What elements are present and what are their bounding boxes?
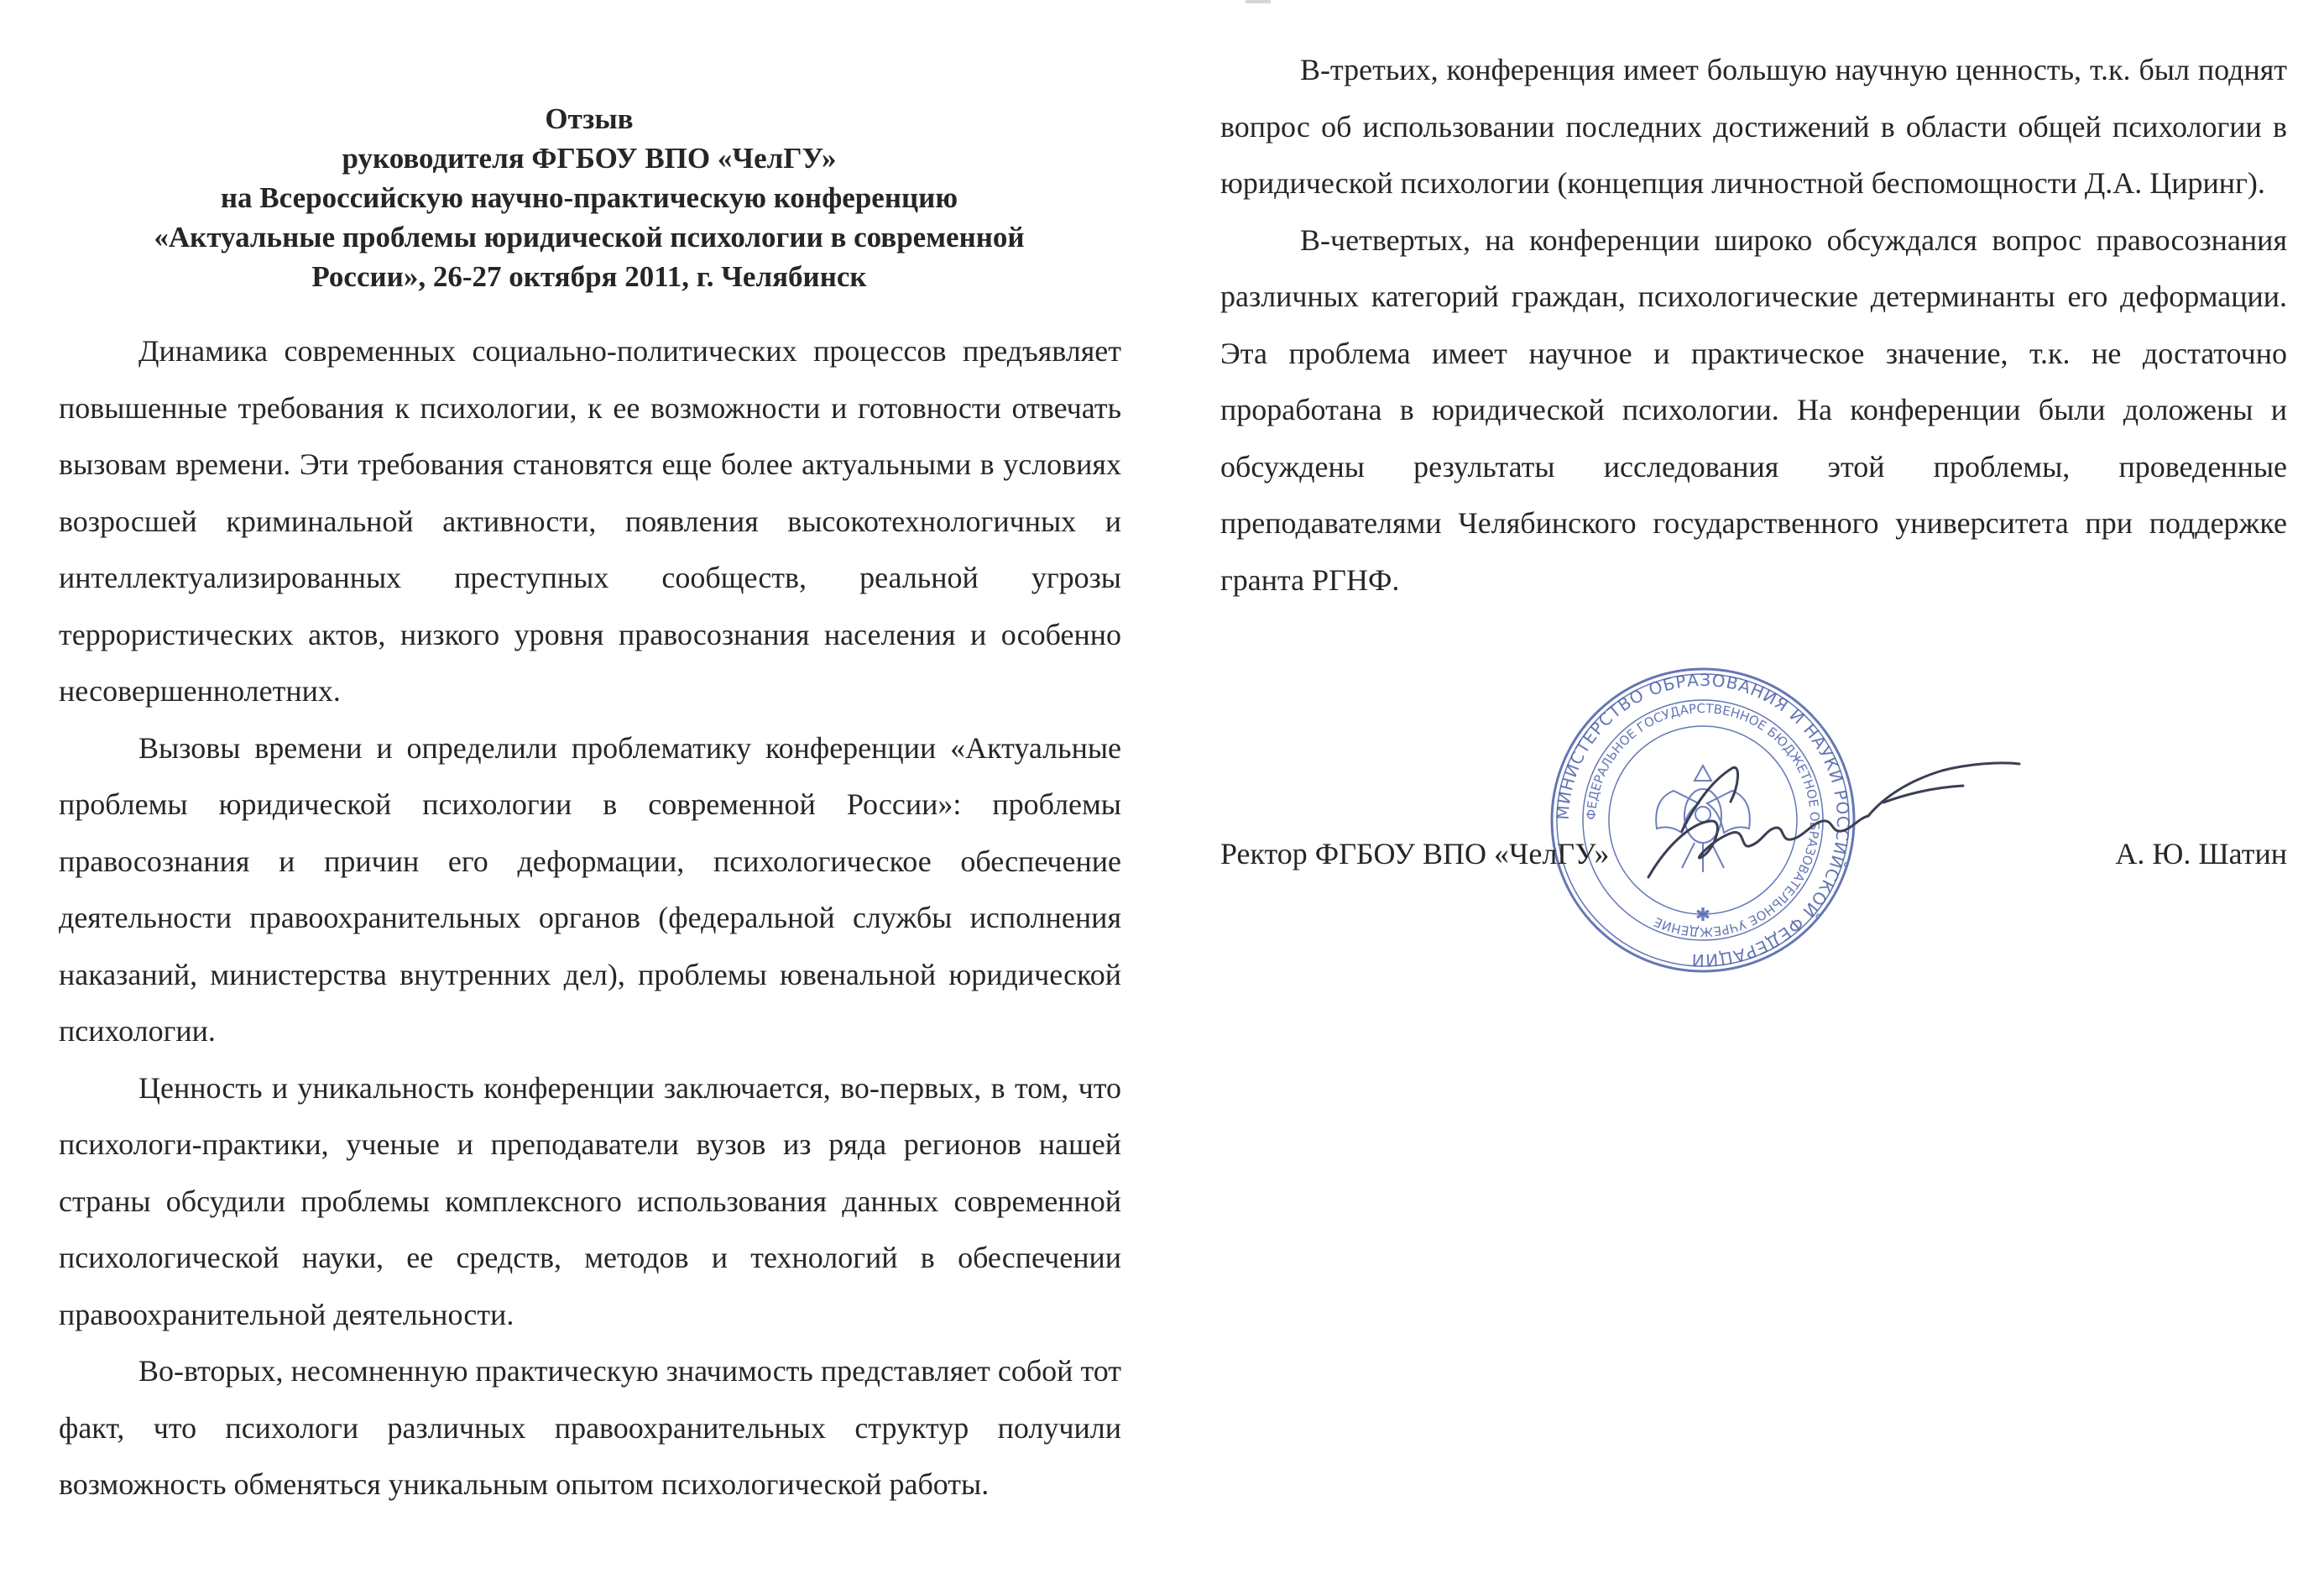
heading-conference-date: России», 26-27 октября 2011, г. Челябинск (311, 260, 867, 293)
handwritten-signature (1632, 722, 2026, 890)
scan-artifact (1246, 0, 1271, 3)
right-page (1162, 0, 2324, 1579)
stamp-outer-text: МИНИСТЕРСТВО ОБРАЗОВАНИЯ И НАУКИ РОССИЙСКОЙ ФЕДЕРАЦИИ (1552, 669, 1854, 971)
heading-conference-name: «Актуальные проблемы юридической психологии в современной (154, 221, 1025, 254)
document-heading (59, 99, 1120, 296)
paragraph: Динамика современных социально-политических процессов предъявляет повышенные требования к психологии, к ее возможности и готовности отвечать вызовам времени. Эти требования становятся еще более актуальными в условиях возросшей криминальной активности, появления высокотехнологичных и интеллектуализированных преступных сообществ, реальной угрозы террористических актов, низкого уровня правосознания населения и особенно несовершеннолетних. (59, 334, 1121, 708)
heading-author: руководителя ФГБОУ ВПО «ЧелГУ» (342, 142, 837, 175)
signer-name: А. Ю. Шатин (2115, 837, 2287, 871)
right-body-text (1220, 42, 2287, 609)
paragraph: Во-вторых, несомненную практическую значимость представляет собой тот факт, что психологи различных правоохранительных структур получили возможность обменяться уникальным опытом психологической работы. (59, 1354, 1121, 1501)
svg-text:✱: ✱ (1695, 905, 1711, 926)
paragraph: Ценность и уникальность конференции заключается, во-первых, в том, что психологи-практики, ученые и преподаватели вузов из ряда регионов нашей страны обсудили проблемы комплексного использования данных современной психологической науки, ее средств, методов и технологий в обеспечении правоохранительной деятельности. (59, 1070, 1121, 1331)
stamp-inner-text: ФЕДЕРАЛЬНОЕ ГОСУДАРСТВЕННОЕ БЮДЖЕТНОЕ ОБРАЗОВАТЕЛЬНОЕ УЧРЕЖДЕНИЕ (1583, 700, 1823, 940)
paragraph: В-третьих, конференция имеет большую научную ценность, т.к. был поднят вопрос об использовании последних достижений в области общей психологии в юридической психологии (концепция личностной беспомощности Д.А. Циринг). (1220, 53, 2287, 200)
paragraph: В-четвертых, на конференции широко обсуждался вопрос правосознания различных категорий граждан, психологические детерминанты его деформации. Эта проблема имеет научное и практическое значение, т.к. не достаточно проработана в юридической психологии. На конференции были доложены и обсуждены результаты исследования этой проблемы, проведенные преподавателями Челябинского государственного университета при поддержке гранта РГНФ. (1220, 222, 2287, 597)
left-body-text (59, 323, 1121, 1514)
signer-title: Ректор ФГБОУ ВПО «ЧелГУ» (1220, 837, 1610, 871)
heading-title: Отзыв (545, 102, 634, 135)
heading-subject: на Всероссийскую научно-практическую конференцию (220, 181, 958, 214)
paragraph: Вызовы времени и определили проблематику конференции «Актуальные проблемы юридической психологии в современной России»: проблемы правосознания и причин его деформации, психологическое обеспечение деятельности правоохранительных органов (федеральной службы исполнения наказаний, министерства внутренних дел), проблемы ювенальной юридической психологии. (59, 730, 1121, 1048)
